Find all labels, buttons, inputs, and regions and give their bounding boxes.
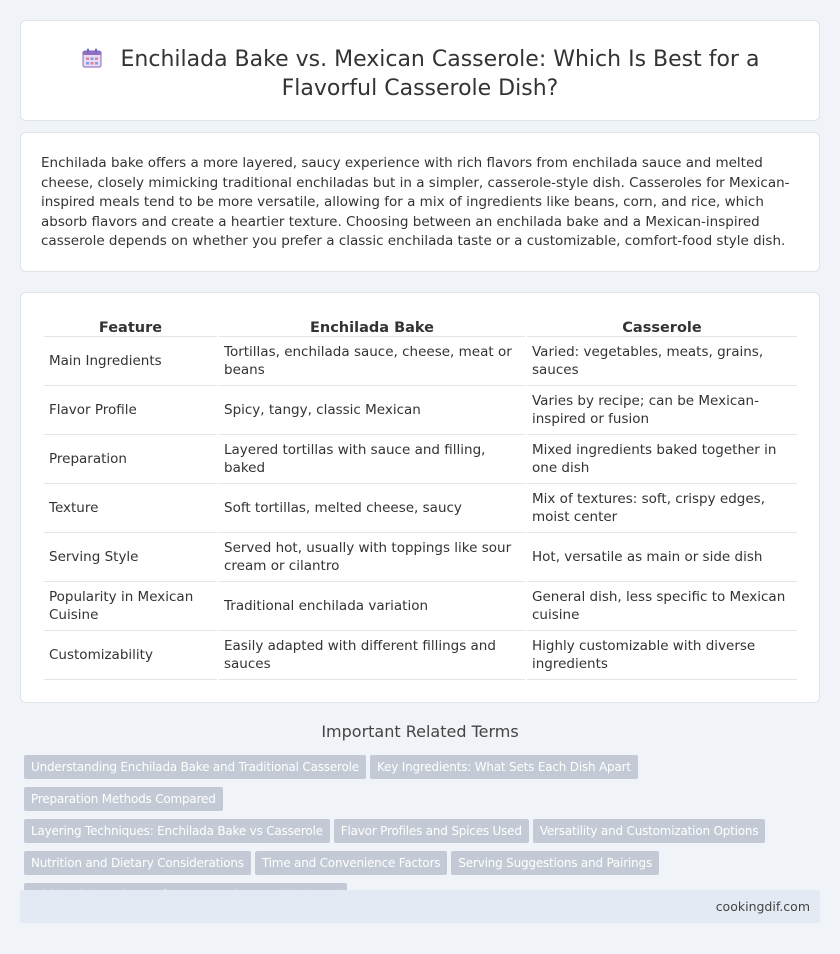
page-title-text: Enchilada Bake vs. Mexican Casserole: Which Is Best for a Flavorful Casserole Dish? — [120, 47, 760, 101]
feature-cell: Serving Style — [44, 533, 217, 582]
page-title — [21, 45, 819, 103]
related-tag[interactable]: Understanding Enchilada Bake and Traditional Casserole — [24, 755, 366, 779]
enchilada-bake-cell: Layered tortillas with sauce and filling, baked — [219, 435, 525, 484]
column-header-casserole: Casserole — [527, 315, 797, 337]
table-row — [44, 582, 797, 631]
column-header-feature: Feature — [44, 315, 217, 337]
feature-cell: Texture — [44, 484, 217, 533]
enchilada-bake-cell: Easily adapted with different fillings and sauces — [219, 631, 525, 680]
related-tag[interactable]: Flavor Profiles and Spices Used — [334, 819, 529, 843]
casserole-cell: Mix of textures: soft, crispy edges, moist center — [527, 484, 797, 533]
enchilada-bake-cell: Traditional enchilada variation — [219, 582, 525, 631]
casserole-cell: Varied: vegetables, meats, grains, sauces — [527, 337, 797, 386]
casserole-cell: Mixed ingredients baked together in one dish — [527, 435, 797, 484]
related-tag[interactable]: Key Ingredients: What Sets Each Dish Apart — [370, 755, 638, 779]
table-row — [44, 533, 797, 582]
feature-cell: Customizability — [44, 631, 217, 680]
related-tag[interactable]: Time and Convenience Factors — [255, 851, 448, 875]
feature-cell: Preparation — [44, 435, 217, 484]
footer — [20, 890, 820, 923]
related-tag[interactable]: Versatility and Customization Options — [533, 819, 766, 843]
footer-site-link[interactable]: cookingdif.com — [715, 899, 810, 914]
calendar-icon — [81, 47, 103, 69]
related-tag[interactable]: Layering Techniques: Enchilada Bake vs Casserole — [24, 819, 330, 843]
table-row — [44, 337, 797, 386]
table-row — [44, 484, 797, 533]
intro-card — [20, 132, 820, 272]
enchilada-bake-cell: Served hot, usually with toppings like sour cream or cilantro — [219, 533, 525, 582]
column-header-enchilada-bake: Enchilada Bake — [219, 315, 525, 337]
feature-cell: Popularity in Mexican Cuisine — [44, 582, 217, 631]
enchilada-bake-cell: Spicy, tangy, classic Mexican — [219, 386, 525, 435]
casserole-cell: Highly customizable with diverse ingredients — [527, 631, 797, 680]
table-row — [44, 435, 797, 484]
enchilada-bake-cell: Soft tortillas, melted cheese, saucy — [219, 484, 525, 533]
related-tag[interactable]: Nutrition and Dietary Considerations — [24, 851, 251, 875]
table-header-row — [44, 315, 797, 337]
casserole-cell: General dish, less specific to Mexican cuisine — [527, 582, 797, 631]
table-row — [44, 386, 797, 435]
related-tag[interactable]: Preparation Methods Compared — [24, 787, 223, 811]
feature-cell: Flavor Profile — [44, 386, 217, 435]
comparison-card — [20, 292, 820, 703]
related-terms-heading: Important Related Terms — [321, 722, 519, 741]
comparison-table — [42, 315, 799, 680]
enchilada-bake-cell: Tortillas, enchilada sauce, cheese, meat or beans — [219, 337, 525, 386]
related-tag[interactable]: Serving Suggestions and Pairings — [451, 851, 659, 875]
casserole-cell: Varies by recipe; can be Mexican-inspired or fusion — [527, 386, 797, 435]
feature-cell: Main Ingredients — [44, 337, 217, 386]
intro-paragraph: Enchilada bake offers a more layered, saucy experience with rich flavors from enchilada sauce and melted cheese, closely mimicking traditional enchiladas but in a simpler, casserole-style dish. Casseroles for Mexican-inspired meals tend to be more versatile, allowing for a mix of ingredients like beans, corn, and rice, which absorb flavors and create a heartier texture. Choosing between an enchilada bake and a Mexican-inspired casserole depends on whether you prefer a classic enchilada taste or a customizable, comfort-food style dish. — [41, 155, 790, 249]
table-row — [44, 631, 797, 680]
casserole-cell: Hot, versatile as main or side dish — [527, 533, 797, 582]
title-card — [20, 20, 820, 121]
